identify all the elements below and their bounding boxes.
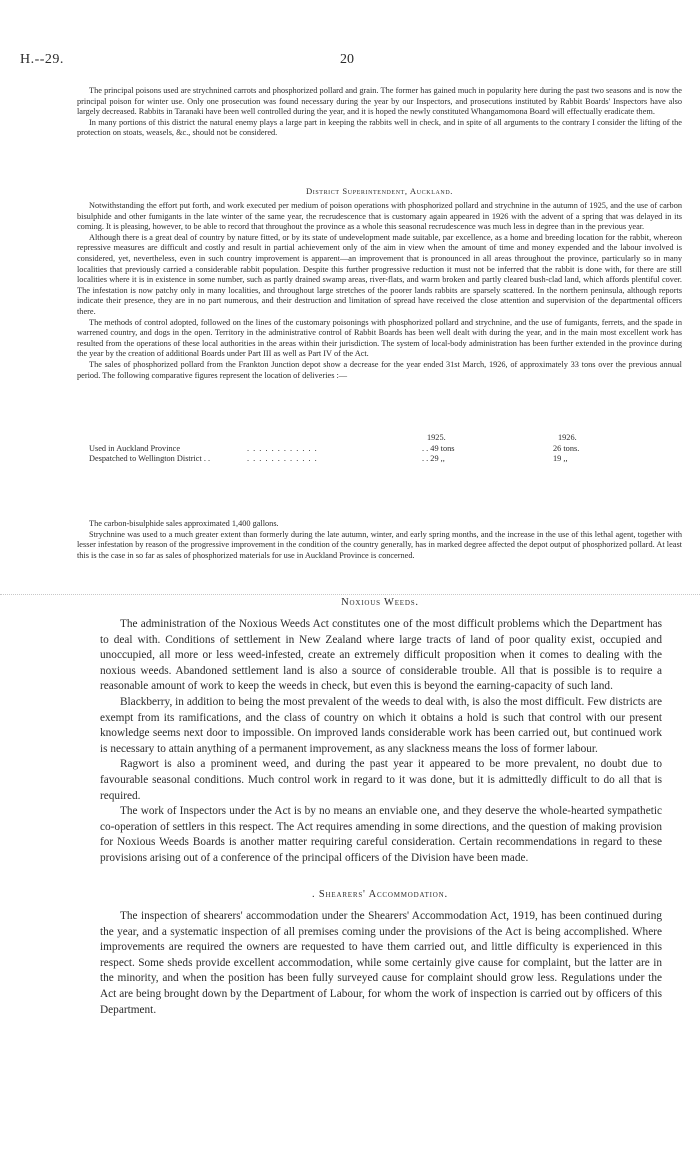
auckland-section-continued [77, 519, 682, 561]
paragraph: Notwithstanding the effort put forth, and work executed per medium of poison operations with phosphorized pollard and strychnine in the autumn of 1925, and the use of carbon bisulphide and other fumigants in the late winter of the same year, the recrudescence that is customary again appeared in 1926 with the advent of a spring that was delayed in its coming. It is pleasing, however, to be able to record that throughout the province as a whole this seasonal recrudescence was much less in degree than in the previous year. [77, 201, 682, 232]
intro-section [77, 86, 682, 139]
table-header-row [77, 433, 682, 444]
section-heading-noxious-weeds: Noxious Weeds. [341, 597, 419, 608]
row-label: Used in Auckland Province [89, 443, 181, 453]
paragraph: The sales of phosphorized pollard from the Frankton Junction depot show a decrease for the year ended 31st March, 1926, of approximately 33 tons over the previous annual period. The following comparative figures represent the location of deliveries :— [77, 359, 682, 380]
paragraph: The carbon-bisulphide sales approximated 1,400 gallons. [89, 519, 279, 528]
shearers-section [100, 909, 662, 1018]
column-header-1926: 1926. [558, 433, 577, 442]
column-header-1925: 1925. [427, 433, 446, 442]
paragraph: In many portions of this district the natural enemy plays a large part in keeping the rabbits well in check, and in spite of all arguments to the contrary I consider the lifting of the protection on stoats, weasels, &c., should not be considered. [77, 117, 682, 138]
paragraph: The methods of control adopted, followed on the lines of the customary poisonings with phosphorized pollard and strychnine, and the use of fumigants, ferrets, and the spade in warrened country, and dogs in the open. Territory in the administrative control of Rabbit Boards has been well dealt with during the year, and in the main most excellent work has resulted from the operations of these local authorities in the areas within their jurisdiction. The system of local-body administration has been further extended in the province during the year by the creation of additional Boards under Part III as well as Part IV of the Act. [77, 317, 682, 359]
paragraph: The work of Inspectors under the Act is by no means an enviable one, and they deserve the whole-hearted sympathetic co-operation of settlers in this respect. The Act requires amending in some directions, and the question of making provision for Noxious Weeds Boards is another matter requiring careful consideration. Certain recommendations in regard to these provisions arising out of a conference of the principal officers of the Division have been made. [100, 805, 662, 864]
page-number: 20 [340, 52, 354, 67]
page-divider [0, 594, 700, 595]
value-1926: 26 tons. [553, 443, 580, 453]
noxious-weeds-section [100, 617, 662, 867]
value-1925: . . 29 ,, [422, 454, 445, 464]
section-heading-auckland: District Superintendent, Auckland. [305, 186, 454, 196]
paragraph: Blackberry, in addition to being the most prevalent of the weeds to deal with, is also the most difficult. Few districts are exempt from its ramifications, and the class of country on which it obtains a hold is such that control with our present knowledge seems next door to impossible. On improved lands considerable work has been carried out, but continued work is necessary to attain anything of a permanent improvement, as any slackness means the loss of former labour. [100, 695, 662, 755]
paragraph: Although there is a great deal of country by nature fitted, or by its state of undevelopment made suitable, par excellence, as a home and breeding location for the rabbit, whereon repressive measures are difficult and costly and result in partial achievement only of the aim in view when the amount of time and money expended and the labour involved is considered, yet, nevertheless, even in such country improvement is apparent—an improvement that is pronounced in all areas throughout the province, particularly so in many localities that previously carried a considerable rabbit population. Despite this further progressive reduction it must not be inferred that the rabbit is done with, for there are still localities where it is in existence in some number, such as partly drained swamp areas, river-flats, and warm broken and partly cleared bush-clad land, which affords plentiful cover. The infestation is now patchy only in many localities, and throughout large stretches of the poorer lands rabbits are sparsely scattered. In the northern peninsula, although reports indicate their presence, they are in no part numerous, and their destruction and limitation of spread have received the close attention and supervision of the departmental officers there. [77, 232, 682, 316]
page-header [20, 52, 680, 72]
paragraph: The inspection of shearers' accommodation under the Shearers' Accommodation Act, 1919, has been continued during the year, and a systematic inspection of all premises coming under the provisions of the Act is being accomplished. Where improvements are required the owners are requested to have them carried out, and little difficulty is experienced in this respect. Some sheds provide excellent accommodation, while some certainly give cause for complaint, but the latter are in the minority, and when the position has been fully surveyed cause for complaint should grow less. Regulations under the Act are being brought down by the Department of Labour, for whom the work of inspection is carried out by officers of this Department. [100, 910, 662, 1016]
dot-leader: . . . . . . . . . . . . [247, 454, 318, 464]
auckland-section [77, 201, 682, 381]
paragraph: Strychnine was used to a much greater extent than formerly during the late autumn, winter, and early spring months, and the increase in the use of this lethal agent, together with lesser infestation by reason of the progressive improvement in the condition of the country generally, has in marked degree affected the depot output of phosphorized pollard. At least this is the case in so far as sales of phosphorized materials for use in Auckland Province is concerned. [77, 529, 682, 560]
row-label: Despatched to Wellington District . . [89, 454, 211, 464]
paragraph: Ragwort is also a prominent weed, and during the past year it appeared to be more prevalent, no doubt due to favourable seasonal conditions. Much control work in regard to it was done, but it is admittedly difficult to do all that is required. [100, 758, 662, 802]
value-1925: . . 49 tons [422, 443, 455, 453]
paragraph: The principal poisons used are strychnined carrots and phosphorized pollard and grain. The former has gained much in popularity here during the past two seasons and is now the principal poison for winter use. Only one prosecution was found necessary during the year by our Inspectors, and prosecutions instituted by Rabbit Boards' Inspectors have also largely decreased. Rabbits in Taranaki have been well controlled during the year, and it is hoped the newly constituted Whangamomona Board will effectually eradicate them. [77, 86, 682, 117]
paragraph: The administration of the Noxious Weeds Act constitutes one of the most difficult problems which the Department has to deal with. Conditions of settlement in New Zealand where large tracts of land of poor quality exist, occupied and unoccupied, all more or less weed-infested, create an extremely difficult proposition when it comes to dealing with the noxious weeds. Abandoned settlement land is also a source of considerable trouble. All that is possible is to require a reasonable amount of work to keep the weeds in check, but even this is beyond the earning-capacity of such land. [100, 618, 662, 693]
document-code: H.--29. [20, 52, 64, 67]
section-heading-shearers-accommodation: . Shearers' Accommodation. [312, 889, 448, 900]
table-row [77, 454, 682, 465]
value-1926: 19 ,, [553, 454, 568, 464]
deliveries-table [77, 433, 682, 465]
table-row [77, 444, 682, 455]
dot-leader: . . . . . . . . . . . . [247, 443, 318, 453]
